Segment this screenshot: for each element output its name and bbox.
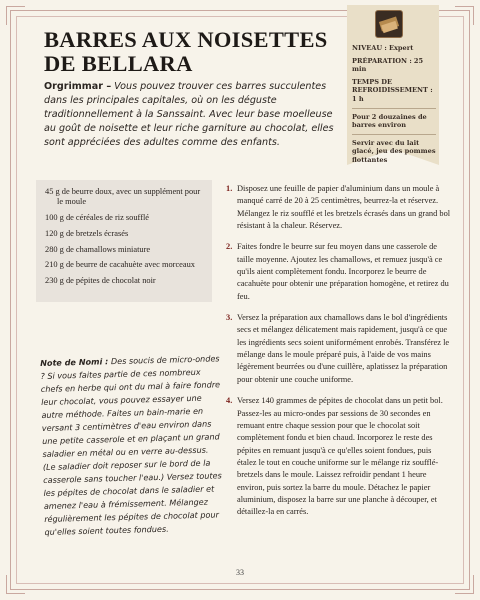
ingredient-item: 100 g de céréales de riz soufflé [45, 213, 150, 223]
step-item [226, 241, 451, 303]
note-speaker: Note de Nomi : [40, 356, 109, 368]
divider [352, 134, 436, 135]
step-number: 3. [226, 313, 233, 323]
ingredient-item: 210 g de beurre de cacahuète avec morceaux [45, 260, 195, 270]
border-corner-ornament [6, 575, 25, 594]
ingredient-item: 230 g de pépites de chocolat noir [45, 276, 156, 286]
yield-text: Pour 2 douzaines de barres environ [352, 112, 427, 130]
chef-note [40, 352, 225, 539]
recipe-title: BARRES AUX NOISETTES DE BELLARA [44, 27, 328, 76]
ingredient-item: 280 g de chamallows miniature [45, 244, 151, 254]
prep-time-row: PRÉPARATION : 25 min [352, 56, 424, 74]
recipe-info [352, 44, 436, 169]
step-number: 1. [226, 184, 233, 193]
step-number: 2. [226, 242, 233, 252]
cooling-time-row: TEMPS DE REFROIDISSEMENT : 1 h [352, 77, 433, 103]
ingredient-item: 45 g de beurre doux, avec un supplément pour le moule [45, 187, 201, 207]
step-text: Faites fondre le beurre sur feu moyen dans une casserole de taille moyenne. Ajoutez les chamallows, et remuez jusqu'à ce qu'ils aient complètement fondu. Incorporez le beurre de cacahuète pour obtenir une préparation homogène, et retirez du feu. [237, 242, 449, 301]
ingredients-list [45, 187, 207, 292]
ingredient-item: 120 g de bretzels écrasés [45, 228, 129, 238]
step-text: Disposez une feuille de papier d'aluminium dans un moule à manqué carré de 20 à 25 centimètres, beurrez-la et réservez. Mélangez le riz soufflé et les bretzels écrasés dans un grand bol résistant à la chaleur. Réservez. [237, 184, 451, 231]
recipe-intro [44, 80, 342, 150]
intro-speaker: Orgrimmar – [44, 81, 112, 92]
border-corner-ornament [455, 6, 474, 25]
step-number: 4. [226, 396, 233, 406]
step-item [226, 183, 451, 232]
step-text: Versez la préparation aux chamallows dans le bol d'ingrédients secs et mélangez délicatement mais rapidement, jusqu'à ce que les ingrédients secs soient uniformément enrobés. Transférez le mélange dans le moule préparé puis, à l'aide de vos mains légèrement beurrées ou d'une cuillère, aplatissez la préparation pour obtenir une couche uniforme. [237, 313, 450, 384]
step-text: Versez 140 grammes de pépites de chocolat dans un petit bol. Passez-les au micro-ondes par sessions de 30 secondes en remuant entre chaque session pour que le chocolat soit complètement fondu et bien chaud. Incorporez le reste des pépites en remuant jusqu'à ce qu'elles soient fondues, puis étalez le tout en couche uniforme sur le mélange riz soufflé-bretzels dans le moule. Laissez refroidir pendant 1 heure environ, puis sortez la barre du moule. Détachez le papier aluminium, disposez la barre sur une planche à découper, et détaillez-la en carrés. [237, 396, 443, 517]
border-corner-ornament [6, 6, 25, 25]
intro-text: Vous pouvez trouver ces barres succulentes dans les principales capitales, où on les déguste traditionnellement à la Sanssaint. Avec leur base moelleuse au goût de noisette et leur riche garniture au chocolat, elles sont appréciées des adultes comme des enfants. [44, 81, 334, 148]
divider [352, 108, 436, 109]
level-row: NIVEAU : Expert [352, 44, 414, 52]
step-item [226, 395, 451, 518]
hazelnut-bar-icon [375, 10, 403, 38]
note-text: Des soucis de micro-ondes ? Si vous faites partie de ces nombreux chefs en herbe qui ont du mal à faire fondre leur chocolat, vous pouvez essayer une autre méthode. Faites un bain-marie en versant 3 centimètres d'eau environ dans une petite casserole et en plaçant un grand saladier en métal ou en verre au-dessus. (Le saladier doit reposer sur le bord de la casserole sans toucher l'eau.) Versez toutes les pépites de chocolat dans le saladier et amenez l'eau à frémissement. Mélangez régulièrement les pépites de chocolat pour qu'elles soient toutes fondues. [40, 353, 222, 537]
serving-suggestion: Servir avec du lait glacé, jeu des pommes flottantes [352, 138, 436, 164]
border-corner-ornament [455, 575, 474, 594]
step-item [226, 312, 451, 386]
page-number: 33 [236, 568, 244, 577]
recipe-steps [226, 183, 451, 528]
